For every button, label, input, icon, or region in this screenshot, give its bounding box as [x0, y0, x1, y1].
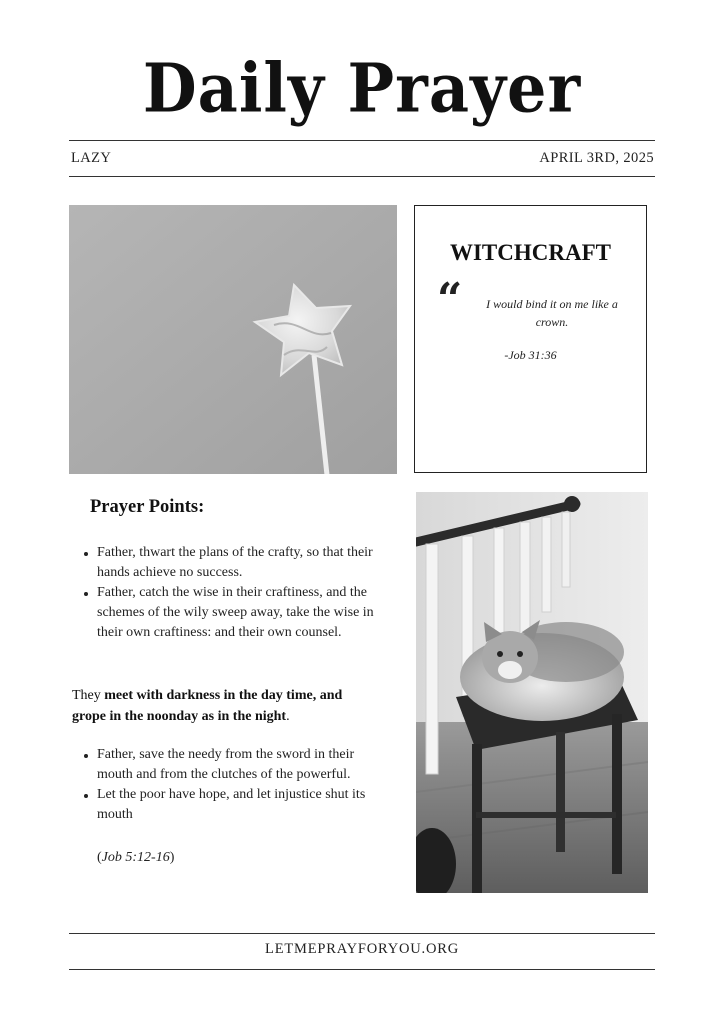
- list-item: [80, 745, 385, 785]
- cat-photo: [416, 492, 648, 893]
- prayer-points-list-1: [80, 543, 385, 643]
- footer-website: LETMEPRAYFORYOU.ORG: [265, 941, 459, 957]
- prayer-points-heading: Prayer Points:: [90, 497, 205, 517]
- header-top-rule: [69, 140, 655, 141]
- bullet-icon: [84, 552, 88, 556]
- paragraph-bold: meet with darkness in the day time, and grope in the noonday as in the night: [72, 688, 343, 724]
- list-item: [80, 583, 385, 643]
- feature-quote-box: [414, 205, 647, 473]
- wand-photo: [69, 205, 397, 474]
- scripture-citation: [97, 848, 174, 868]
- feature-quote: I would bind it on me like a crown.: [486, 297, 618, 329]
- prayer-point-text: Father, thwart the plans of the crafty, so that their hands achieve no success.: [97, 545, 373, 580]
- edition-label: LAZY: [71, 150, 112, 166]
- list-item: [80, 543, 385, 583]
- prayer-point-text: Father, save the needy from the sword in their mouth and from the clutches of the powerful.: [97, 747, 355, 782]
- prayer-point-text: Let the poor have hope, and let injustice shut its mouth: [97, 787, 366, 822]
- masthead-title: Daily Prayer: [142, 49, 582, 128]
- bullet-icon: [84, 794, 88, 798]
- feature-title: WITCHCRAFT: [449, 240, 611, 265]
- citation-ref: Job 5:12-16: [101, 850, 170, 865]
- header-bottom-rule: [69, 176, 655, 177]
- paragraph-tail: .: [286, 709, 290, 724]
- bullet-icon: [84, 754, 88, 758]
- prayer-point-text: Father, catch the wise in their craftiness, and the schemes of the wily sweep away, take the wise in their own craftiness: and their own counsel.: [97, 585, 374, 640]
- issue-date: APRIL 3RD, 2025: [539, 150, 654, 166]
- footer-bottom-rule: [69, 969, 655, 970]
- citation-close: ): [169, 850, 175, 865]
- bullet-icon: [84, 592, 88, 596]
- quote-mark-icon: “: [437, 274, 463, 325]
- citation-open: (: [97, 850, 102, 865]
- scripture-paragraph: [72, 685, 372, 727]
- feature-quote-reference: -Job 31:36: [504, 348, 557, 362]
- list-item: [80, 785, 385, 825]
- paragraph-lead: They: [72, 688, 105, 703]
- prayer-points-list-2: [80, 745, 385, 825]
- footer-top-rule: [69, 933, 655, 934]
